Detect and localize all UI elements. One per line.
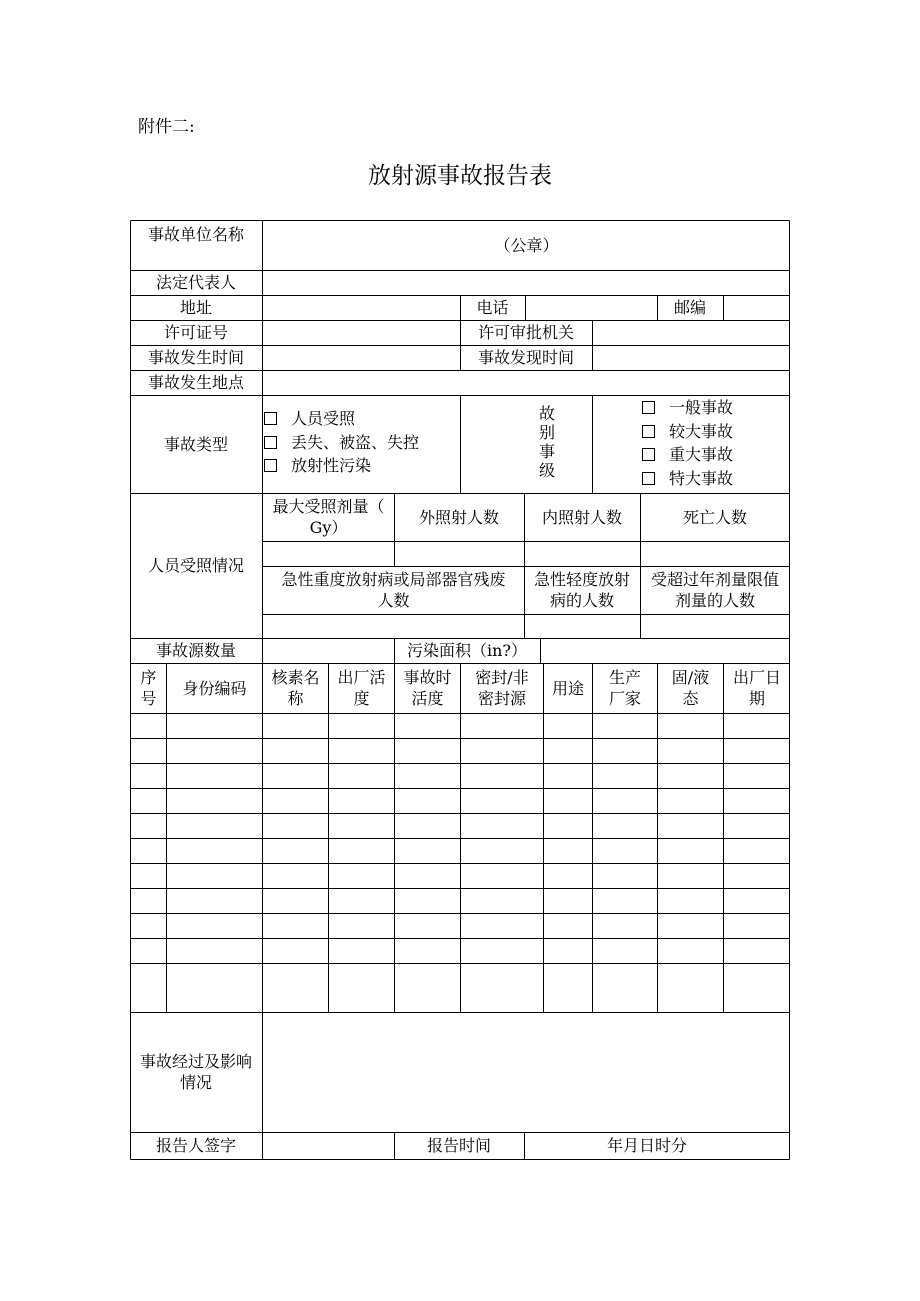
checkbox-icon[interactable] [642,472,655,485]
location-field[interactable] [263,370,790,395]
reporter-sign-field[interactable] [263,1132,394,1159]
report-time-label: 报告时间 [426,1136,491,1155]
col-manufacturer-header: 生产 厂家 [608,668,641,708]
annex-label: 附件二: [138,117,195,137]
deaths-label: 死亡人数 [682,507,747,527]
postcode-label: 邮编 [673,298,706,317]
license-label: 许可证号 [163,323,228,342]
phone-label: 电话 [476,298,509,317]
area-label: 污染面积（in?） [406,641,527,660]
option-contamination[interactable]: 放射性污染 [264,454,419,478]
legal-rep-label: 法定代表人 [155,273,236,292]
col-usage-header: 用途 [551,678,584,698]
level-extraordinary[interactable]: 特大事故 [642,467,733,491]
external-label: 外照射人数 [418,507,499,527]
checkbox-icon[interactable] [264,459,277,472]
level-general[interactable]: 一般事故 [642,396,733,420]
level-major[interactable]: 重大事故 [642,443,733,467]
authority-field[interactable] [592,320,790,345]
authority-label: 许可审批机关 [477,323,574,342]
area-field[interactable] [540,638,790,663]
max-dose-label: 最大受照剂量（ Gy） [272,497,385,537]
license-field[interactable] [263,320,460,345]
col-state-header: 固/液 态 [671,668,710,708]
phone-field[interactable] [525,295,657,320]
option-exposure[interactable]: 人员受照 [264,407,419,431]
exposure-label: 人员受照情况 [147,556,244,575]
address-label: 地址 [179,298,212,317]
over-limit-label: 受超过年剂量限值 剂量的人数 [650,570,779,610]
location-label: 事故发生地点 [147,373,244,392]
acute-mild-label: 急性轻度放射 病的人数 [533,570,630,610]
occur-time-field[interactable] [263,345,460,370]
source-count-field[interactable] [263,638,394,663]
col-accident-activity-header: 事故时 活度 [403,668,452,708]
col-seq-header: 序 号 [140,668,157,708]
process-label: 事故经过及影响 情况 [139,1052,252,1092]
col-nuclide-header: 核素名 称 [271,668,320,708]
acute-severe-label: 急性重度放射病或局部器官残废 人数 [281,570,506,610]
accident-type-label: 事故类型 [163,434,228,454]
checkbox-icon[interactable] [264,412,277,425]
checkbox-icon[interactable] [642,448,655,461]
internal-label: 内照射人数 [541,507,622,527]
level-larger[interactable]: 较大事故 [642,420,733,444]
checkbox-icon[interactable] [264,436,277,449]
seal-field[interactable]: （公章） [494,235,559,255]
col-sealed-header: 密封/非 密封源 [475,668,529,708]
address-field[interactable] [263,295,460,320]
report-time-format: 年月日时分 [606,1136,687,1155]
occur-time-label: 事故发生时间 [147,348,244,367]
col-factory-date-header: 出厂日 期 [732,668,781,708]
reporter-label: 报告人签字 [155,1136,236,1155]
col-id-code-header: 身份编码 [182,678,247,698]
checkbox-icon[interactable] [642,425,655,438]
option-lost[interactable]: 丢失、被盗、失控 [264,431,419,455]
source-count-label: 事故源数量 [155,641,236,660]
form-title: 放射源事故报告表 [368,163,552,189]
discover-time-label: 事故发现时间 [477,348,574,367]
report-time-field[interactable] [524,1132,790,1159]
accident-type-options [264,407,419,478]
col-factory-activity-header: 出厂活 度 [337,668,386,708]
discover-time-field[interactable] [592,345,790,370]
checkbox-icon[interactable] [642,401,655,414]
postcode-field[interactable] [723,295,790,320]
level-label: 故 别 事 级 [539,404,556,480]
level-options [642,396,733,490]
unit-name-label: 事故单位名称 [147,225,244,244]
report-form-table [130,220,790,1160]
process-field[interactable] [263,1012,790,1132]
legal-rep-field[interactable] [263,270,790,295]
